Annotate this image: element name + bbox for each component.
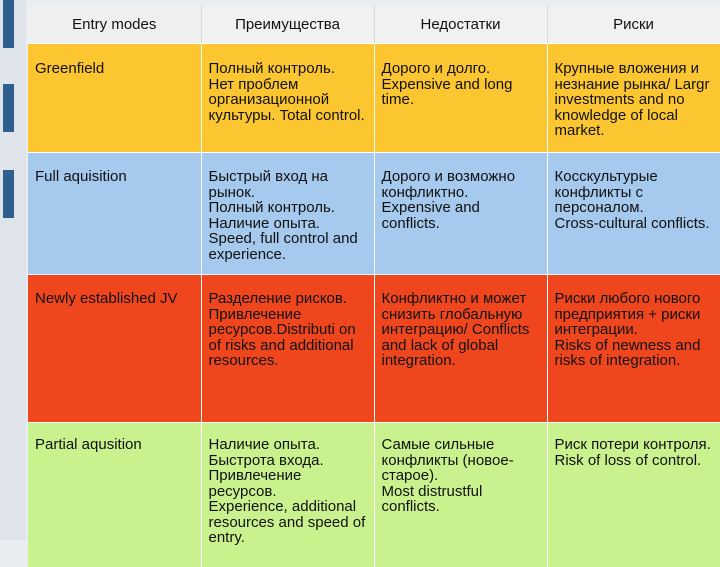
header-entry-modes: Entry modes xyxy=(28,5,201,44)
rail-decoration-block xyxy=(3,0,14,48)
header-advantages: Преимущества xyxy=(201,5,374,44)
cell-mode: Partial aqusition xyxy=(28,423,201,567)
header-disadvantages: Недостатки xyxy=(374,5,547,44)
entry-modes-table xyxy=(28,5,720,567)
table-row-full-aquisition xyxy=(28,153,720,275)
cell-risks: Крупные вложения и незнание рынка/ Largr investments and no knowledge of local market. xyxy=(547,44,720,153)
cell-risks: Риски любого нового предприятия + риски интеграции. Risks of newness and risks of integration. xyxy=(547,275,720,423)
rail-decoration-block xyxy=(3,170,14,218)
cell-advantages: Наличие опыта. Быстрота входа. Привлечение ресурсов. Experience, additional resources and speed of entry. xyxy=(201,423,374,567)
cell-advantages: Разделение рисков. Привлечение ресурсов.Distributi on of risks and additional resources. xyxy=(201,275,374,423)
rail-decoration-block xyxy=(3,84,14,132)
table-row-newly-established-jv xyxy=(28,275,720,423)
cell-advantages: Полный контроль. Нет проблем организационной культуры. Total control. xyxy=(201,44,374,153)
table-row-partial-aqusition xyxy=(28,423,720,567)
cell-disadvantages: Самые сильные конфликты (новое-старое). Most distrustful conflicts. xyxy=(374,423,547,567)
cell-disadvantages: Дорого и долго. Expensive and long time. xyxy=(374,44,547,153)
cell-disadvantages: Дорого и возможно конфликтно. Expensive and conflicts. xyxy=(374,153,547,275)
cell-mode: Newly established JV xyxy=(28,275,201,423)
cell-mode: Greenfield xyxy=(28,44,201,153)
cell-risks: Косскультурые конфликты с персоналом. Cross-cultural conflicts. xyxy=(547,153,720,275)
cell-disadvantages: Конфликтно и может снизить глобальную интеграцию/ Conflicts and lack of global integration. xyxy=(374,275,547,423)
table-row-greenfield xyxy=(28,44,720,153)
cell-advantages: Быстрый вход на рынок. Полный контроль. Наличие опыта. Speed, full control and experience. xyxy=(201,153,374,275)
cell-mode: Full aquisition xyxy=(28,153,201,275)
table-header-row xyxy=(28,5,720,44)
header-risks: Риски xyxy=(547,5,720,44)
slide-left-rail xyxy=(0,0,26,540)
cell-risks: Риск потери контроля. Risk of loss of control. xyxy=(547,423,720,567)
